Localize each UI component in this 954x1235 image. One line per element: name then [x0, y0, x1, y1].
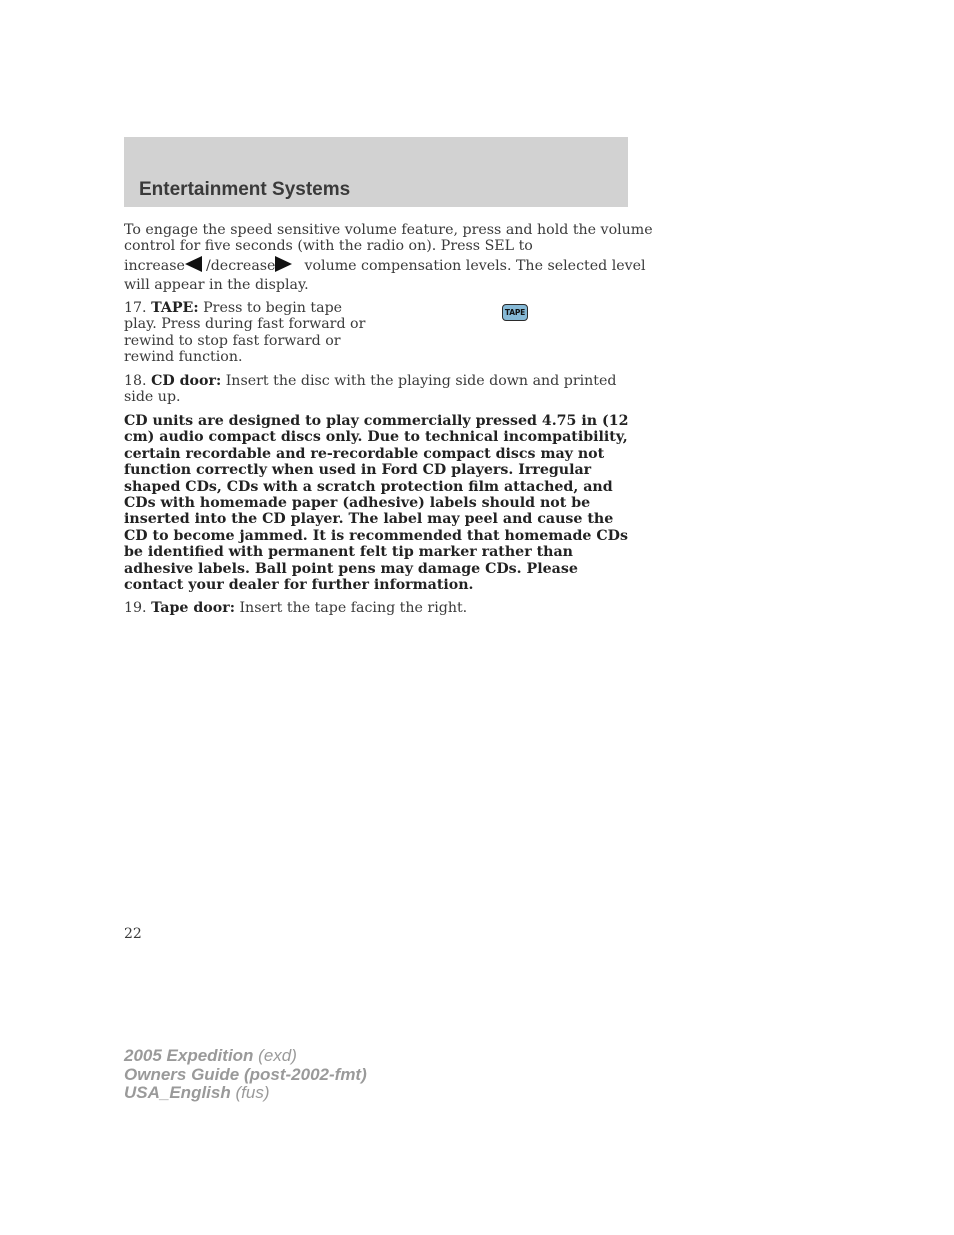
item-19-tape-door — [124, 600, 630, 616]
intro-line-3 — [124, 255, 646, 277]
item-label: CD door: — [151, 373, 222, 389]
item-number: 17. — [124, 300, 147, 316]
item-number: 18. — [124, 373, 147, 389]
footer-model: 2005 Expedition — [124, 1046, 254, 1065]
item-17-tape — [124, 300, 374, 366]
footer-guide: Owners Guide (post-2002-fmt) — [124, 1064, 367, 1084]
intro-line-4: will appear in the display. — [124, 276, 309, 293]
section-title: Entertainment Systems — [139, 179, 351, 200]
section-header — [124, 137, 628, 207]
tape-button-label: TAPE — [504, 308, 526, 317]
intro-line-2: control for five seconds (with the radio on). Press SEL to — [124, 238, 533, 255]
item-label: TAPE: — [151, 300, 199, 316]
footer-line-1 — [124, 1047, 367, 1066]
item-text: Insert the disc with the playing side down and printed side up. — [124, 373, 617, 406]
item-18-cd-door — [124, 373, 630, 406]
decrease-text: /decrease — [205, 257, 276, 274]
tape-button-icon — [502, 304, 528, 321]
item-label: Tape door: — [151, 600, 235, 616]
increase-text: increase — [124, 257, 185, 274]
document-footer — [124, 1047, 367, 1103]
footer-language: USA_English — [124, 1083, 231, 1102]
page-number: 22 — [124, 926, 142, 942]
footer-line-2 — [124, 1066, 367, 1085]
right-triangle-icon — [275, 256, 292, 272]
footer-line-3 — [124, 1084, 367, 1103]
footer-language-code: (fus) — [235, 1083, 270, 1102]
speed-volume-paragraph — [124, 222, 653, 293]
intro-line-1: To engage the speed sensitive volume feature, press and hold the volume — [124, 222, 653, 238]
item-number: 19. — [124, 600, 147, 616]
footer-model-code: (exd) — [258, 1046, 297, 1065]
item-text: Insert the tape facing the right. — [239, 600, 468, 616]
left-triangle-icon — [185, 256, 202, 272]
cd-warning-paragraph: CD units are designed to play commercially pressed 4.75 in (12 cm) audio compact discs only. Due to technical incompatibility, certain recordable and re-recordable compact discs may not function correctly when used in Ford CD players. Irregular shaped CDs, CDs with a scratch protection film attached, and CDs with homemade paper (adhesive) labels should not be inserted into the CD player. The label may peel and cause the CD to become jammed. It is recommended that homemade CDs be identified with permanent felt tip marker rather than adhesive labels. Ball point pens may damage CDs. Please contact your dealer for further information. — [124, 413, 629, 594]
item-text: Press to begin tape play. Press during fast forward or rewind to stop fast forward or rewind function. — [124, 300, 366, 366]
intro-line-3-end: volume compensation levels. The selected level — [304, 257, 646, 274]
